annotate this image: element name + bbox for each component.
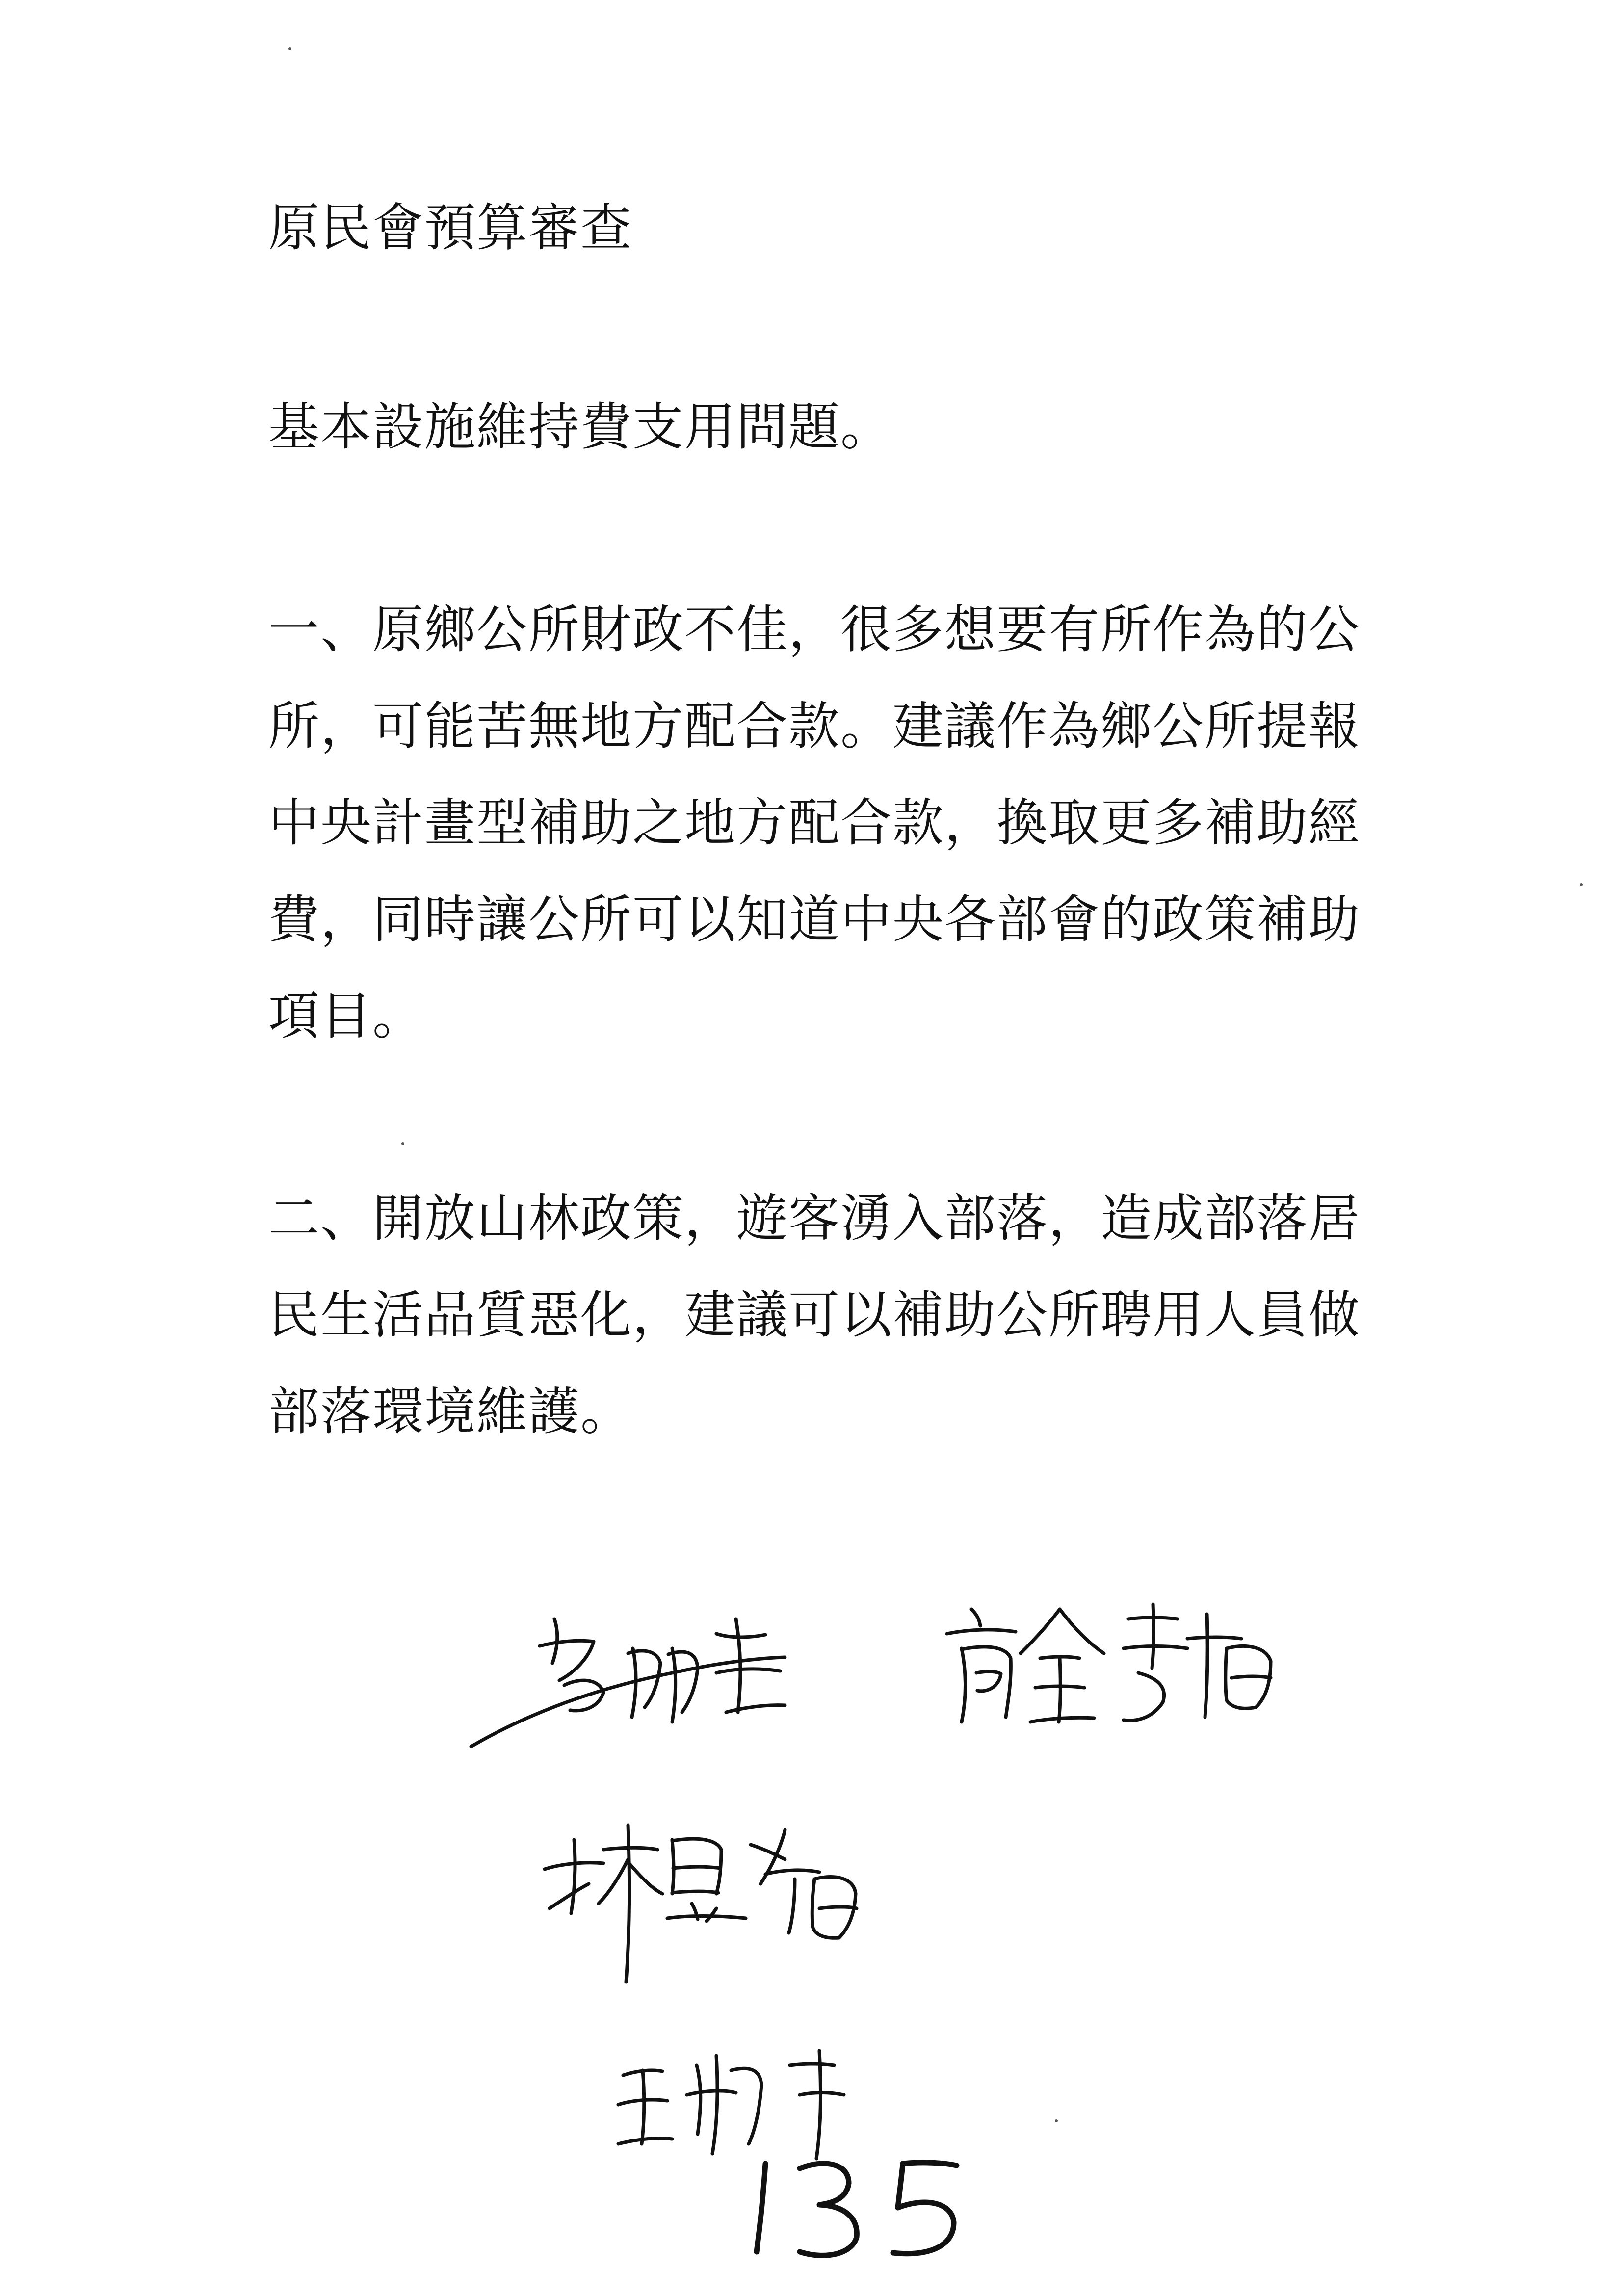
item-2-line: 民生活品質惡化，建議可以補助公所聘用人員做: [268, 1285, 1361, 1345]
signature-1: [442, 1599, 844, 1761]
item-2-line: 二、開放山林政策，遊客湧入部落，造成部落居: [268, 1188, 1361, 1248]
signature-2: [932, 1590, 1285, 1737]
item-2-line: 部落環境維護。: [268, 1382, 633, 1441]
item-1-line: 費，同時讓公所可以知道中央各部會的政策補助: [268, 889, 1361, 949]
scan-speck: [1580, 883, 1583, 886]
scan-speck: [288, 47, 291, 50]
signature-area: [442, 1580, 1374, 2267]
scan-speck: [1055, 2119, 1058, 2122]
item-1-line: 一、原鄉公所財政不佳，很多想要有所作為的公: [268, 600, 1361, 659]
proposal-item-1: [268, 581, 1436, 1065]
page-number-handwritten: [746, 2144, 971, 2262]
document-title: 原民會預算審查: [268, 198, 633, 258]
item-1-line: 所，可能苦無地方配合款。建議作為鄉公所提報: [268, 696, 1361, 756]
document-subject: 基本設施維持費支用問題。: [268, 397, 893, 457]
item-1-line: 中央計畫型補助之地方配合款，換取更多補助經: [268, 793, 1361, 853]
scan-speck: [401, 1142, 404, 1145]
proposal-item-2: [268, 1170, 1436, 1460]
item-1-line: 項目。: [268, 986, 425, 1046]
signature-3: [530, 1810, 883, 1987]
